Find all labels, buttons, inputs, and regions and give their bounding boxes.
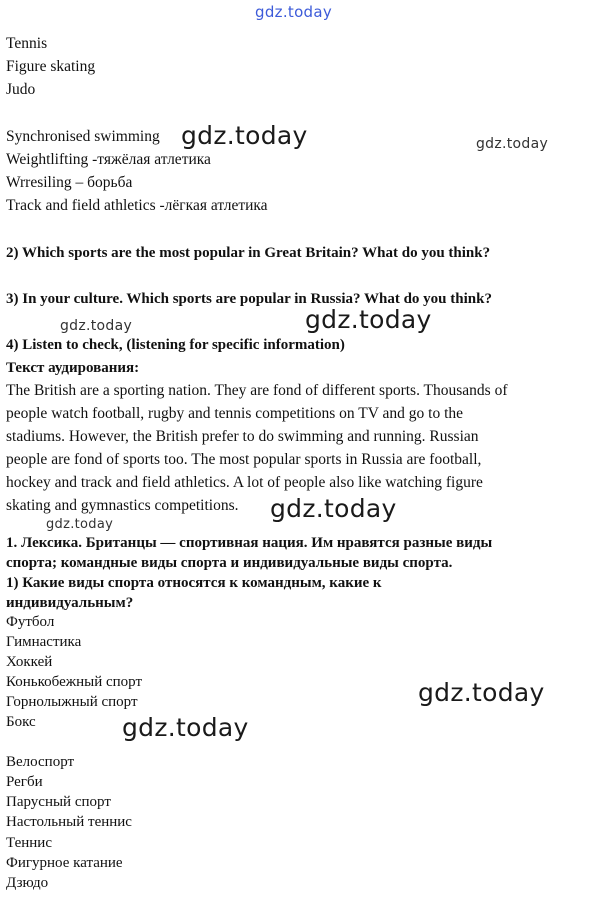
list-item: Футбол — [6, 614, 55, 630]
watermark-small: gdz.today — [46, 517, 114, 532]
question-heading: 2) Which sports are the most popular in Great Britain? What do you think? — [6, 245, 491, 261]
text-line: Synchronised swimming — [6, 128, 160, 145]
text-line: Weightlifting -тяжёлая атлетика — [6, 151, 211, 168]
paragraph-line: people watch football, rugby and tennis competitions on TV and go to the — [6, 405, 464, 422]
text-line: Tennis — [6, 35, 48, 52]
text-line: Figure skating — [6, 58, 96, 75]
paragraph-line: stadiums. However, the British prefer to do swimming and running. Russian — [6, 428, 479, 445]
section-heading: спорта; командные виды спорта и индивидуальные виды спорта. — [6, 555, 453, 571]
watermark-small: gdz.today — [476, 136, 549, 152]
list-item: Парусный спорт — [6, 794, 111, 810]
question-heading: 3) In your culture. Which sports are popular in Russia? What do you think? — [6, 291, 492, 307]
paragraph-line: hockey and track and field athletics. A lot of people also like watching figure — [6, 474, 483, 491]
section-heading: 1. Лексика. Британцы — спортивная нация. Им нравятся разные виды — [6, 535, 493, 551]
text-line: Wrresiling – борьба — [6, 174, 133, 191]
watermark: gdz.today — [122, 713, 249, 742]
watermark: gdz.today — [418, 678, 545, 707]
list-item: Бокс — [6, 714, 36, 730]
question-heading: 1) Какие виды спорта относятся к командным, какие к — [6, 575, 382, 591]
watermark-small: gdz.today — [60, 318, 133, 334]
list-item: Теннис — [6, 835, 52, 851]
list-item: Настольный теннис — [6, 814, 132, 830]
question-heading: 4) Listen to check, (listening for specific information) — [6, 337, 345, 353]
list-item: Регби — [6, 774, 43, 790]
text-line: Judo — [6, 81, 36, 98]
list-item: Дзюдо — [6, 875, 49, 891]
question-heading: индивидуальным? — [6, 595, 134, 611]
list-item: Горнолыжный спорт — [6, 694, 138, 710]
list-item: Фигурное катание — [6, 855, 123, 871]
list-item: Велоспорт — [6, 754, 75, 770]
text-line: Track and field athletics -лёгкая атлетика — [6, 197, 268, 214]
watermark: gdz.today — [181, 121, 308, 150]
watermark: gdz.today — [270, 494, 397, 523]
section-heading: Текст аудирования: — [6, 360, 140, 376]
list-item: Гимнастика — [6, 634, 82, 650]
list-item: Конькобежный спорт — [6, 674, 143, 690]
paragraph-line: The British are a sporting nation. They are fond of different sports. Thousands of — [6, 382, 508, 399]
paragraph-line: people are fond of sports too. The most popular sports in Russia are football, — [6, 451, 482, 468]
list-item: Хоккей — [6, 654, 53, 670]
paragraph-line: skating and gymnastics competitions. — [6, 497, 239, 514]
watermark-top: gdz.today — [255, 3, 333, 21]
watermark: gdz.today — [305, 305, 432, 334]
